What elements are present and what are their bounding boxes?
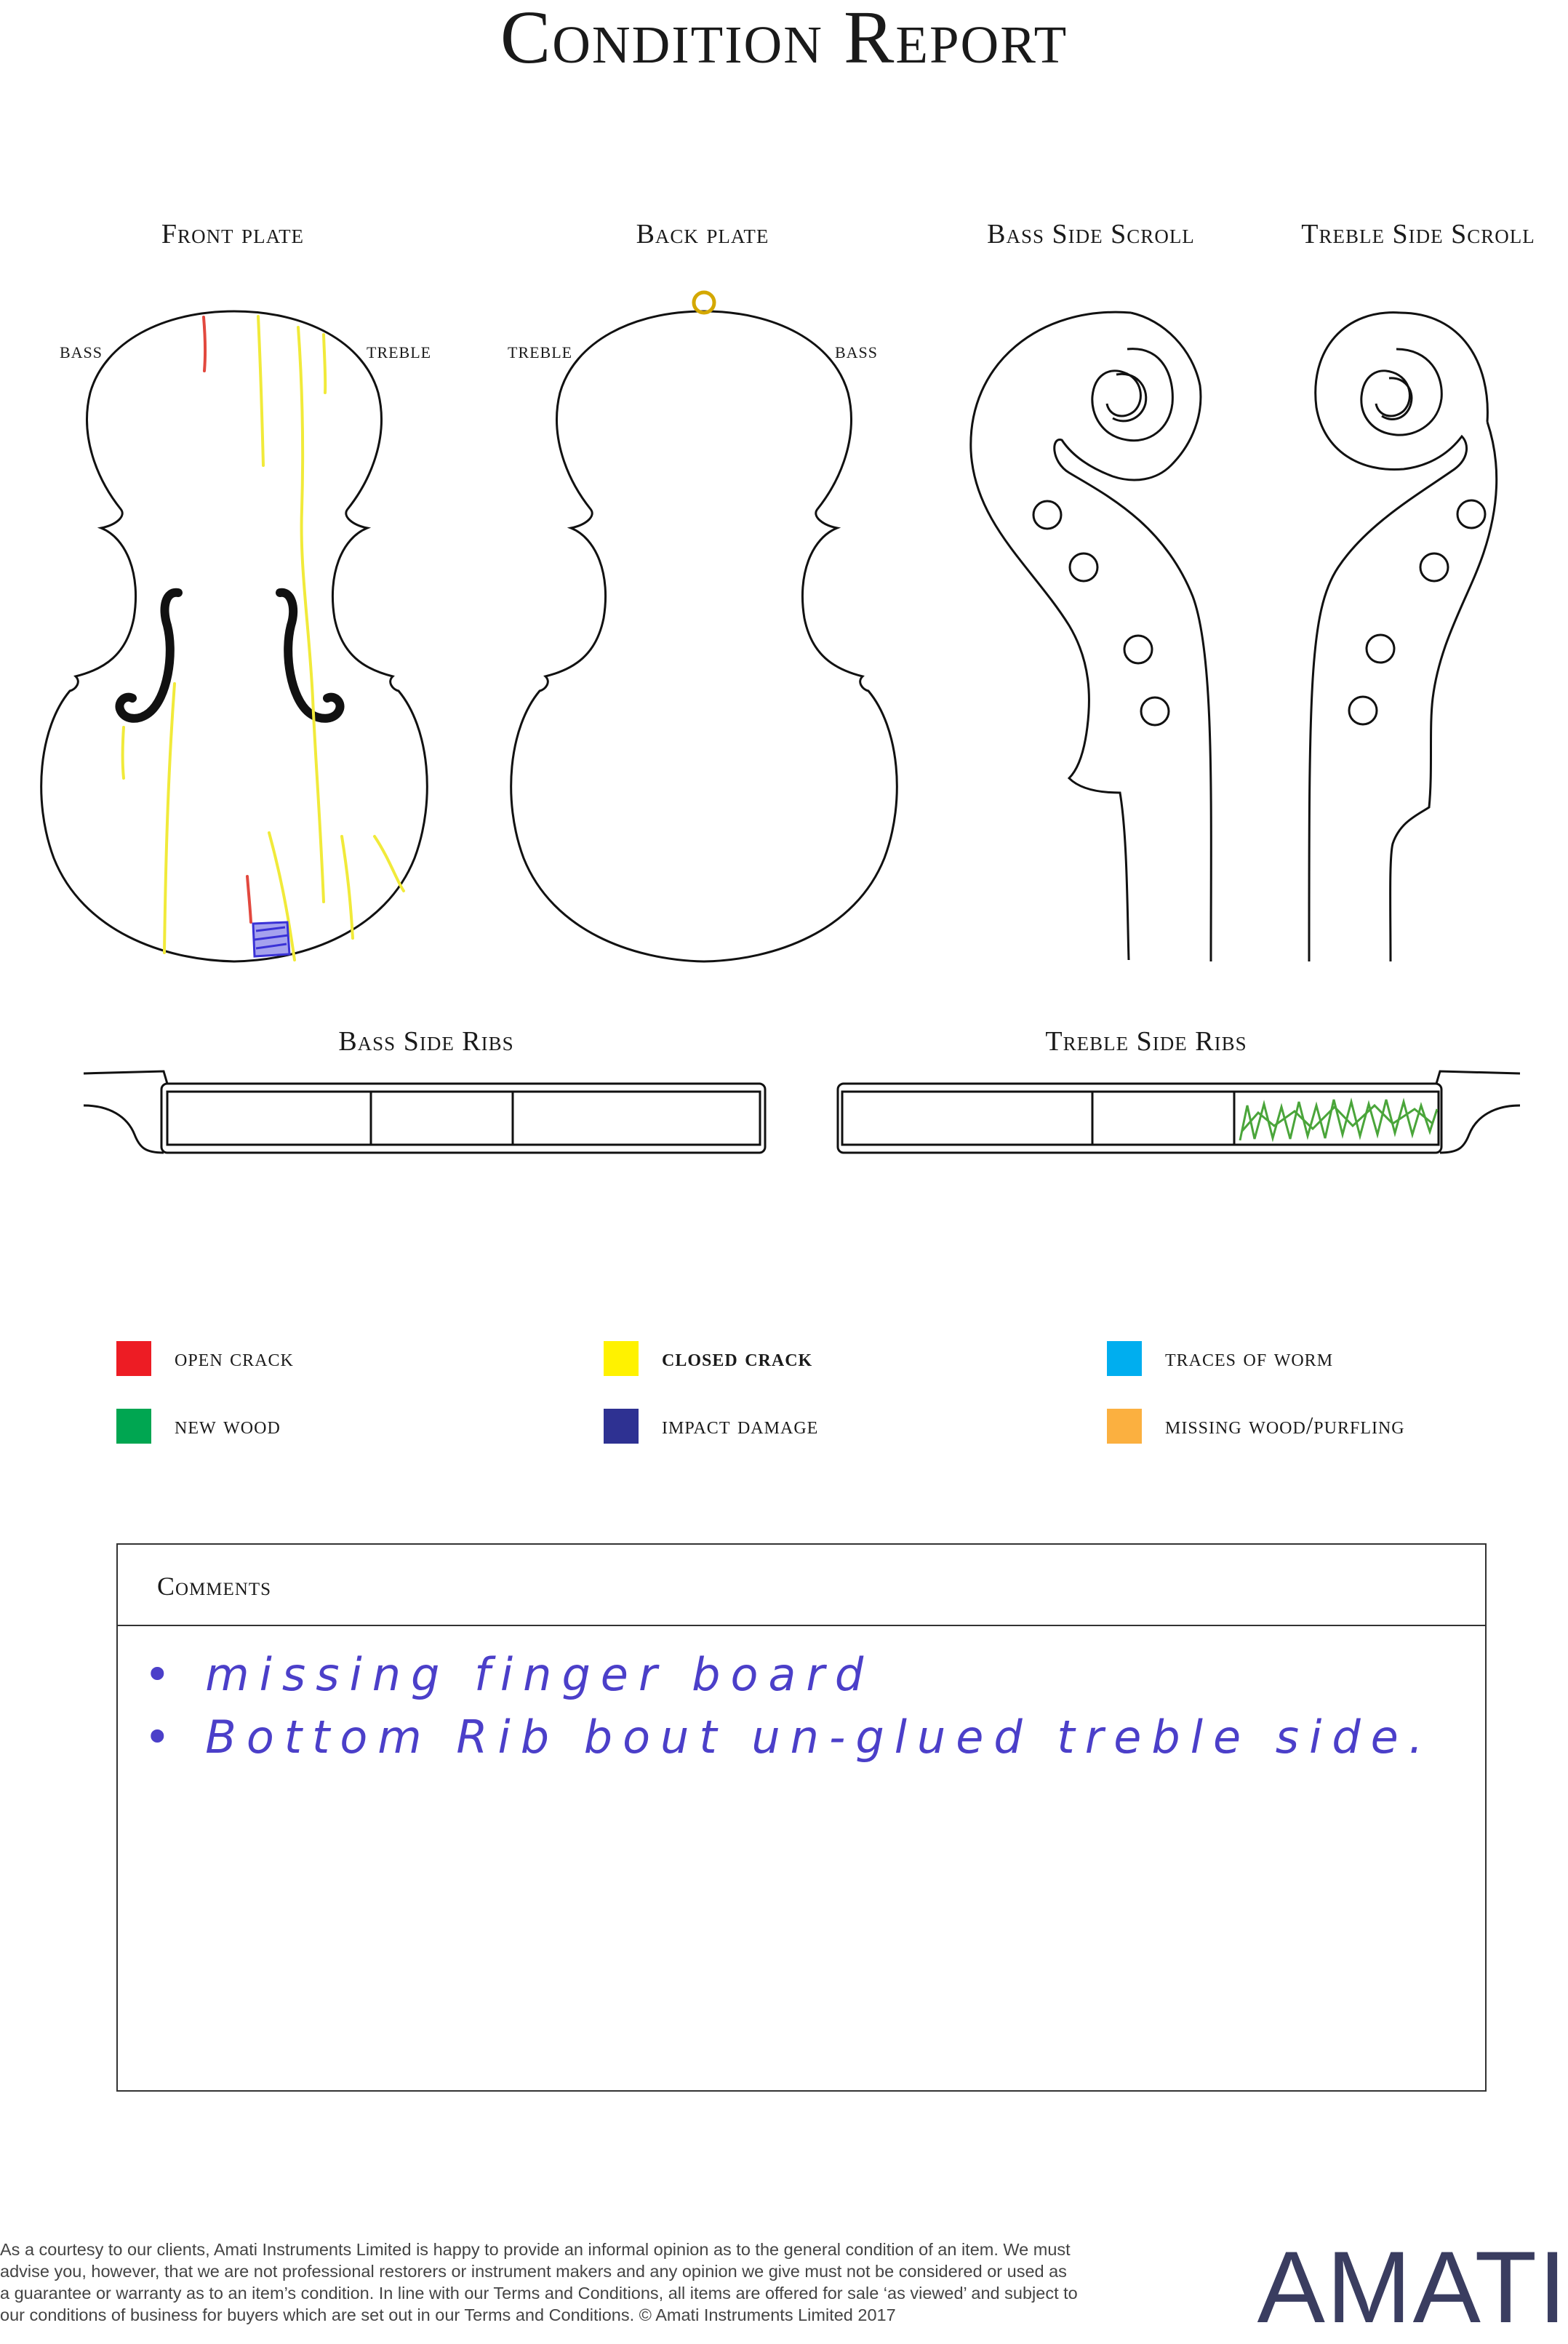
new-wood-mark xyxy=(1240,1100,1437,1140)
legend-missing-wood xyxy=(1107,1409,1405,1444)
bass-ribs-diagram xyxy=(84,1071,765,1153)
comment-line-2: • Bottom Rib bout un-glued treble side. xyxy=(144,1711,1433,1764)
legend-swatch-missing-wood xyxy=(1107,1409,1142,1444)
closed-crack-marks xyxy=(123,316,404,960)
disclaimer-line-1: As a courtesy to our clients, Amati Instruments Limited is happy to provide an informal opinion as to the general condition of an item. We must xyxy=(0,2240,1071,2259)
back-plate-label: Back plate xyxy=(636,219,769,249)
comments-header xyxy=(118,1545,1485,1626)
legend-traces-of-worm xyxy=(1107,1341,1333,1376)
legend-swatch-traces-of-worm xyxy=(1107,1341,1142,1376)
disclaimer-line-3: a guarantee or warranty as to an item’s condition. In line with our Terms and Conditions, all items are offered for sale ‘as viewed’ and subject to xyxy=(0,2284,1078,2303)
front-bass-label: BASS xyxy=(60,343,103,361)
amati-logo: AMATI xyxy=(1257,2230,1568,2344)
back-treble-label: TREBLE xyxy=(508,343,573,361)
back-plate-diagram xyxy=(511,292,897,961)
legend-label-traces-of-worm: traces of worm xyxy=(1165,1345,1334,1372)
legend-swatch-impact-damage xyxy=(604,1409,639,1444)
treble-ribs-label: Treble Side Ribs xyxy=(1045,1026,1247,1057)
disclaimer xyxy=(0,2239,1164,2326)
legend-label-open-crack: open crack xyxy=(175,1345,294,1372)
legend-new-wood xyxy=(116,1409,281,1444)
legend-label-missing-wood: missing wood/purfling xyxy=(1165,1412,1405,1439)
legend-label-closed-crack: closed crack xyxy=(662,1345,813,1372)
bass-ribs-label: Bass Side Ribs xyxy=(338,1026,514,1057)
back-bass-label: BASS xyxy=(835,343,879,361)
treble-scroll-diagram xyxy=(1309,313,1497,961)
open-crack-marks xyxy=(204,317,251,922)
comments-box xyxy=(116,1543,1487,2092)
impact-damage-mark xyxy=(253,922,289,956)
legend-swatch-closed-crack xyxy=(604,1341,639,1376)
comment-line-1: • missing finger board xyxy=(144,1648,874,1701)
front-plate-label: Front plate xyxy=(161,219,305,249)
legend-impact-damage xyxy=(604,1409,818,1444)
front-treble-label: TREBLE xyxy=(367,343,432,361)
comments-title: Comments xyxy=(157,1572,272,1601)
bass-scroll-label: Bass Side Scroll xyxy=(987,219,1195,249)
comment-text-2: Bottom Rib bout un-glued treble side. xyxy=(205,1711,1433,1764)
legend-open-crack xyxy=(116,1341,294,1376)
legend-swatch-new-wood xyxy=(116,1409,151,1444)
treble-scroll-label: Treble Side Scroll xyxy=(1301,219,1535,249)
front-plate-diagram xyxy=(41,311,428,961)
legend-swatch-open-crack xyxy=(116,1341,151,1376)
legend-closed-crack xyxy=(604,1341,812,1376)
disclaimer-line-2: advise you, however, that we are not professional restorers or instrument makers and any opinion we give must not be considered or used as xyxy=(0,2262,1067,2281)
page-title: Condition Report xyxy=(500,0,1068,79)
disclaimer-line-4: our conditions of business for buyers which are set out in our Terms and Conditions. © Amati Instruments Limited 2017 xyxy=(0,2305,896,2324)
bass-scroll-diagram xyxy=(971,312,1211,961)
comment-text-1: missing finger board xyxy=(205,1648,874,1701)
f-hole-left xyxy=(119,593,178,719)
legend-label-impact-damage: impact damage xyxy=(662,1412,819,1439)
legend-label-new-wood: new wood xyxy=(175,1412,281,1439)
treble-ribs-diagram xyxy=(838,1071,1520,1153)
